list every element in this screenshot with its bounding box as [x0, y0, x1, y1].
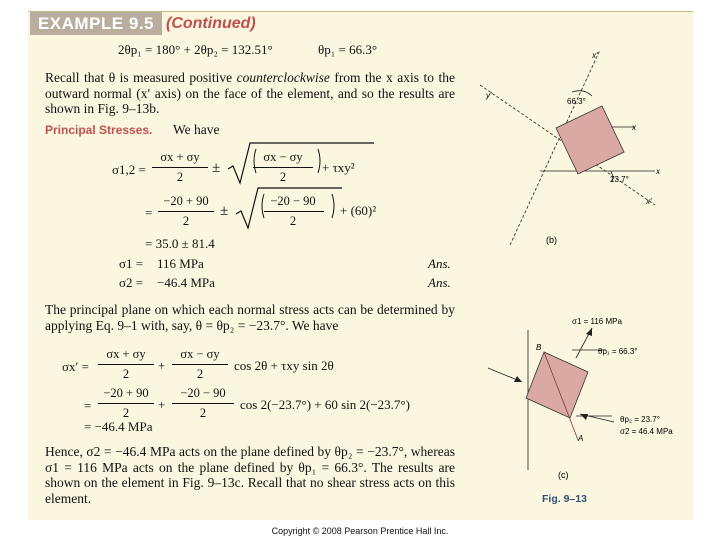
eq-sigmax-lhs: σx′ =	[62, 359, 89, 374]
copyright-notice: Copyright © 2008 Pearson Prentice Hall Inc.	[271, 526, 449, 536]
xprime-label-bottom: x′	[646, 197, 652, 206]
eq-sigma12-den1: 2	[176, 170, 184, 184]
angle-arc-top	[572, 91, 592, 96]
eq-sigma12-num2: σx − σy	[263, 150, 303, 164]
figure-b-label: (b)	[546, 235, 557, 245]
eq-sigmax-tail: cos 2θ + τxy sin 2θ	[234, 358, 334, 373]
sigma2-label: σ2 = 46.4 MPa	[620, 427, 673, 436]
arrowhead-sigma1	[586, 328, 592, 336]
sigma1-label: σ1 = 116 MPa	[572, 317, 622, 326]
x-axis-label-top: x	[632, 123, 636, 132]
eq-sigma12-den2: 2	[279, 170, 287, 184]
eq-sigma12-bar1	[152, 167, 208, 168]
eq-sigmax-den2: 2	[196, 367, 204, 381]
eq-numeric-tail: + (60)²	[340, 203, 377, 218]
eq-sigmax-plus: +	[158, 358, 166, 373]
plane-paragraph: The principal plane on which each normal stress acts can be determined by applying Eq. 9–1 with, say, θ = θp₂ = −23.7°. We have	[45, 302, 455, 333]
eq-sigmax-num-tail: cos 2(−23.7°) + 60 sin 2(−23.7°)	[240, 397, 410, 412]
eq-sigma12-bar2	[253, 167, 313, 168]
theta-p2-label: θp₂ = 23.7°	[620, 415, 660, 424]
figure-c	[480, 310, 690, 500]
angle-bottom-label: 23.7°	[610, 175, 629, 184]
recall-text-2: from the x axis to the outward normal (x′ axis) on the face of the element, and so the results are shown in Fig. 9–13b.	[45, 70, 455, 117]
eq-sigmax-num-den1: 2	[122, 406, 130, 420]
eq-sigmax-num-num2: −20 − 90	[180, 386, 226, 400]
sigma1-value: 116 MPa	[157, 256, 204, 271]
eq-sigmax-num-plus: +	[158, 397, 166, 412]
eq-sigmax-num2: σx − σy	[180, 347, 220, 361]
eq-numeric-lhs: =	[145, 205, 153, 220]
principal-stresses-heading: Principal Stresses.	[45, 123, 153, 137]
eq-numeric-bar1	[158, 211, 214, 212]
sigmax-result: = −46.4 MPa	[84, 419, 153, 434]
x-axis-label-mid: x	[656, 167, 660, 176]
example-label: EXAMPLE 9.5	[30, 12, 162, 35]
recall-paragraph	[45, 70, 455, 117]
continued-label: (Continued)	[166, 15, 256, 32]
eq-sigmax-bar2	[172, 364, 228, 365]
arrowhead-right	[580, 414, 588, 420]
angle-top-label: 66.3°	[567, 97, 586, 106]
eq-sigma12-num1: σx + σy	[160, 150, 200, 164]
point-b-label: B	[536, 343, 542, 352]
recall-emphasis: counterclockwise	[236, 70, 330, 85]
eq-sigmax-num-bar1	[98, 403, 154, 404]
top-equation-right: θp₁ = 66.3°	[318, 42, 378, 57]
eq-sigmax-bar1	[98, 364, 154, 365]
eq-numeric-bar2	[264, 211, 324, 212]
eq-sigmax-num1: σx + σy	[106, 347, 146, 361]
eq-numeric-num1: −20 + 90	[163, 194, 209, 208]
xprime-label-top: x′	[592, 51, 598, 60]
eq-numeric-num2: −20 − 90	[270, 194, 316, 208]
recall-text-1: Recall that θ is measured positive	[45, 70, 237, 85]
hence-paragraph: Hence, σ2 = −46.4 MPa acts on the plane defined by θp₂ = −23.7°, whereas σ1 = 116 MPa acts on the plane defined by θp₁ = 66.3°. The results are shown on the element in Fig. 9–13c. Recall that no shear stress acts on this element.	[45, 444, 455, 506]
sigma1-lhs: σ1 =	[119, 256, 144, 271]
eq-sigma12-lhs: σ1,2 =	[112, 162, 146, 177]
principal-stresses-intro: We have	[173, 122, 220, 137]
point-a-label: A	[578, 434, 584, 443]
figure-c-label: (c)	[558, 470, 569, 480]
eq-sigmax-num-bar2	[172, 403, 234, 404]
eq-sigmax-num-den2: 2	[199, 406, 207, 420]
figure-caption: Fig. 9–13	[542, 493, 587, 505]
eq-sigmax-num-lhs: =	[84, 398, 92, 413]
stress-element-b	[556, 106, 624, 174]
eq-sigmax-den1: 2	[122, 367, 130, 381]
top-equation-left: 2θp₁ = 180° + 2θp₂ = 132.51°	[118, 42, 273, 57]
eq-numeric-pm: ±	[220, 203, 229, 219]
equation-result: = 35.0 ± 81.4	[145, 236, 215, 251]
yprime-label: y′	[486, 91, 492, 100]
eq-sigma12-tau: + τxy²	[322, 160, 355, 175]
sigma2-value: −46.4 MPa	[157, 275, 215, 290]
eq-sigma12-pm: ±	[212, 160, 221, 176]
eq-sigmax-num-num1: −20 + 90	[103, 386, 149, 400]
sigma1-ans: Ans.	[428, 256, 451, 271]
sigma2-lhs: σ2 =	[119, 275, 144, 290]
eq-numeric-den2: 2	[289, 214, 297, 228]
theta-p1-label: θp₁ = 66.3°	[598, 347, 638, 356]
figure-b	[480, 40, 690, 255]
eq-numeric-den1: 2	[182, 214, 190, 228]
sigma2-ans: Ans.	[428, 275, 451, 290]
